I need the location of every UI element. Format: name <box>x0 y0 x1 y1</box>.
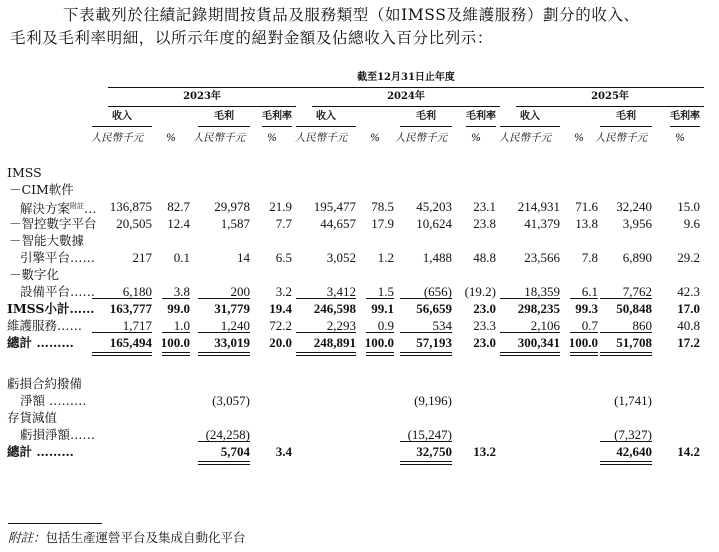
table-cell: 23.0 <box>473 301 496 316</box>
total-rule <box>570 352 598 353</box>
total-rule <box>600 352 652 353</box>
footnote-ref: 附註 <box>70 202 85 210</box>
column-header-rule <box>262 126 292 127</box>
period-header: 截至12月31日止年度 <box>357 72 455 83</box>
table-cell: 5,704 <box>220 444 250 459</box>
table-cell: 1,488 <box>422 250 452 265</box>
table-cell: 6,890 <box>622 250 652 265</box>
footnote-label: 附註： <box>8 530 46 545</box>
table-cell: 32,750 <box>416 444 452 459</box>
table-cell: 246,598 <box>313 301 356 316</box>
year-header: 2025年 <box>591 91 629 102</box>
table-cell: (19.2) <box>464 284 496 299</box>
table-cell: 29,978 <box>214 199 250 214</box>
subtotal-rule <box>162 332 190 333</box>
table-cell: 217 <box>132 250 152 265</box>
column-header-rule <box>500 126 560 127</box>
subtotal-rule <box>600 441 652 442</box>
table-cell: 200 <box>230 284 250 299</box>
row-label <box>20 250 95 265</box>
table-cell: 3,412 <box>326 284 356 299</box>
row-label <box>20 393 86 408</box>
table-cell: 3.8 <box>173 284 190 299</box>
table-cell: 71.6 <box>575 199 598 214</box>
total-rule <box>296 355 356 356</box>
table-cell: 100.0 <box>568 335 598 350</box>
subtotal-rule <box>162 298 190 299</box>
table-cell: 32,240 <box>616 199 652 214</box>
unit-label: 人民幣千元 <box>192 132 246 144</box>
row-label: －智能大數據 <box>9 233 85 248</box>
table-cell: 0.9 <box>377 318 394 333</box>
row-label: －數字化 <box>9 267 60 282</box>
year-rule <box>108 106 296 107</box>
table-cell: 2,293 <box>326 318 356 333</box>
subtotal-rule <box>366 298 394 299</box>
row-label-text: 解決方案 <box>20 201 71 217</box>
total-rule <box>366 355 394 356</box>
total-rule <box>600 355 652 356</box>
table-cell: 72.2 <box>269 318 292 333</box>
column-header: 毛利 <box>416 111 436 122</box>
table-cell: 40.8 <box>677 318 700 333</box>
table-cell: 19.4 <box>269 301 292 316</box>
total-rule <box>92 352 152 353</box>
table-cell: (7,327) <box>614 427 652 442</box>
subtotal-rule <box>366 332 394 333</box>
table-cell: 1,587 <box>220 216 250 231</box>
row-label: －CIM軟件 <box>9 182 74 197</box>
column-header-rule <box>92 126 152 127</box>
table-cell: 2,106 <box>530 318 560 333</box>
period-rule <box>108 87 704 88</box>
table-cell: 860 <box>632 318 652 333</box>
row-label: 總計 ……… <box>7 444 74 459</box>
subtotal-rule <box>198 441 250 442</box>
table-cell: 248,891 <box>313 335 356 350</box>
column-header-rule <box>466 126 496 127</box>
table-cell: 10,624 <box>416 216 452 231</box>
total-rule <box>296 352 356 353</box>
row-label <box>20 284 95 299</box>
total-rule <box>600 464 652 465</box>
table-cell: (9,196) <box>414 393 452 408</box>
column-header: 毛利率 <box>466 111 496 122</box>
year-rule <box>312 106 500 107</box>
subtotal-rule <box>198 298 250 299</box>
subtotal-rule <box>400 298 452 299</box>
unit-label: % <box>574 132 584 144</box>
intro-line-2: 毛利及毛利率明細，以所示年度的絕對金額及佔總收入百分比列示： <box>10 29 494 47</box>
unit-label: 人民幣千元 <box>594 132 648 144</box>
table-cell: 23.0 <box>473 335 496 350</box>
total-rule <box>600 461 652 462</box>
subtotal-rule <box>600 332 652 333</box>
subtotal-rule <box>92 298 152 299</box>
column-header: 毛利率 <box>262 111 292 122</box>
table-cell: 300,341 <box>517 335 560 350</box>
table-cell: 7.8 <box>581 250 598 265</box>
total-rule <box>198 464 250 465</box>
table-cell: 23.1 <box>473 199 496 214</box>
table-cell: (1,741) <box>614 393 652 408</box>
table-cell: 48.8 <box>473 250 496 265</box>
table-cell: 7.7 <box>275 216 292 231</box>
subtotal-rule <box>500 332 560 333</box>
table-cell: 23,566 <box>524 250 560 265</box>
subtotal-rule <box>500 298 560 299</box>
table-cell: 1.2 <box>377 250 394 265</box>
unit-label: % <box>471 132 481 144</box>
table-cell: 214,931 <box>517 199 560 214</box>
table-cell: 3.4 <box>275 444 292 459</box>
table-cell: 99.1 <box>371 301 394 316</box>
table-cell: 17.0 <box>677 301 700 316</box>
table-cell: 100.0 <box>364 335 394 350</box>
total-rule <box>92 355 152 356</box>
table-cell: 14.2 <box>677 444 700 459</box>
table-cell: 195,477 <box>313 199 356 214</box>
column-header: 收入 <box>520 111 540 122</box>
table-cell: 45,203 <box>416 199 452 214</box>
unit-label: 人民幣千元 <box>294 132 348 144</box>
table-cell: 13.2 <box>473 444 496 459</box>
row-label-text: 淨額 ……… <box>20 393 87 408</box>
column-header-rule <box>600 126 652 127</box>
table-cell: 42,640 <box>616 444 652 459</box>
row-label: IMSS <box>7 165 42 180</box>
subtotal-rule <box>400 332 452 333</box>
column-header: 毛利 <box>214 111 234 122</box>
table-cell: (3,057) <box>212 393 250 408</box>
total-rule <box>198 461 250 462</box>
table-cell: 1.5 <box>377 284 394 299</box>
subtotal-rule <box>296 332 356 333</box>
table-cell: 17.9 <box>371 216 394 231</box>
year-rule <box>516 106 704 107</box>
table-cell: 6.5 <box>275 250 292 265</box>
table-cell: 42.3 <box>677 284 700 299</box>
subtotal-rule <box>570 298 598 299</box>
table-cell: 3.2 <box>275 284 292 299</box>
table-cell: (656) <box>423 284 452 299</box>
table-cell: 136,875 <box>109 199 152 214</box>
unit-label: 人民幣千元 <box>394 132 448 144</box>
unit-label: 人民幣千元 <box>90 132 144 144</box>
row-label: IMSS小計…… <box>7 301 95 316</box>
table-cell: 100.0 <box>160 335 190 350</box>
row-label <box>20 427 95 442</box>
subtotal-rule <box>296 298 356 299</box>
table-cell: 33,019 <box>214 335 250 350</box>
subtotal-rule <box>570 332 598 333</box>
year-header: 2023年 <box>183 91 221 102</box>
table-cell: (24,258) <box>205 427 250 442</box>
row-label: －智控數字平台 <box>9 216 97 231</box>
column-header-rule <box>670 126 700 127</box>
table-cell: 13.8 <box>575 216 598 231</box>
year-header: 2024年 <box>387 91 425 102</box>
column-header: 收入 <box>316 111 336 122</box>
table-cell: 51,708 <box>616 335 652 350</box>
footnote-text: 包括生產運營平台及集成自動化平台 <box>45 530 246 545</box>
table-cell: 23.3 <box>473 318 496 333</box>
table-cell: 99.0 <box>167 301 190 316</box>
table-cell: 56,659 <box>416 301 452 316</box>
table-cell: 99.3 <box>575 301 598 316</box>
table-cell: 3,052 <box>326 250 356 265</box>
table-cell: 14 <box>237 250 250 265</box>
unit-label: 人民幣千元 <box>498 132 552 144</box>
total-rule <box>400 461 452 462</box>
unit-label: % <box>267 132 277 144</box>
table-cell: 44,657 <box>320 216 356 231</box>
total-rule <box>400 352 452 353</box>
intro-paragraph <box>10 4 714 50</box>
table-cell: 6,180 <box>122 284 152 299</box>
total-rule <box>162 352 190 353</box>
table-cell: 0.7 <box>581 318 598 333</box>
total-rule <box>500 355 560 356</box>
table-cell: 50,848 <box>616 301 652 316</box>
column-header: 收入 <box>112 111 132 122</box>
footnote <box>8 528 246 546</box>
table-cell: 1,240 <box>220 318 250 333</box>
table-cell: 1,717 <box>122 318 152 333</box>
table-cell: 20.0 <box>269 335 292 350</box>
table-cell: 82.7 <box>167 199 190 214</box>
table-cell: 18,359 <box>524 284 560 299</box>
row-label-text: 虧損淨額…… <box>20 427 96 442</box>
table-cell: 17.2 <box>677 335 700 350</box>
column-header: 毛利 <box>616 111 636 122</box>
total-rule <box>570 355 598 356</box>
row-label-text: 設備平台…… <box>20 284 96 299</box>
table-cell: 9.6 <box>683 216 700 231</box>
column-header-rule <box>198 126 250 127</box>
unit-label: % <box>675 132 685 144</box>
table-cell: 21.9 <box>269 199 292 214</box>
table-cell: 7,762 <box>622 284 652 299</box>
table-cell: 57,193 <box>416 335 452 350</box>
row-label: 總計 ……… <box>7 335 74 350</box>
table-cell: 298,235 <box>517 301 560 316</box>
total-rule <box>400 355 452 356</box>
table-cell: (15,247) <box>407 427 452 442</box>
table-cell: 23.8 <box>473 216 496 231</box>
row-label: 虧損合約撥備 <box>7 376 83 391</box>
table-cell: 41,379 <box>524 216 560 231</box>
table-cell: 1.0 <box>173 318 190 333</box>
total-rule <box>366 352 394 353</box>
table-cell: 165,494 <box>109 335 152 350</box>
total-rule <box>198 352 250 353</box>
total-rule <box>400 464 452 465</box>
unit-label: % <box>370 132 380 144</box>
table-cell: 534 <box>432 318 452 333</box>
table-cell: 31,779 <box>214 301 250 316</box>
table-cell: 3,956 <box>622 216 652 231</box>
unit-label: % <box>166 132 176 144</box>
footnote-rule <box>8 523 102 524</box>
leader-dots: … <box>84 201 97 217</box>
total-rule <box>500 352 560 353</box>
subtotal-rule <box>198 332 250 333</box>
subtotal-rule <box>92 332 152 333</box>
column-header-rule <box>296 126 356 127</box>
row-label-text: 引擎平台…… <box>20 250 96 265</box>
total-rule <box>162 355 190 356</box>
table-cell: 29.2 <box>677 250 700 265</box>
column-header: 毛利率 <box>670 111 700 122</box>
table-cell: 78.5 <box>371 199 394 214</box>
intro-line-1: 下表載列於往績記錄期間按貨品及服務類型（如IMSS及維護服務）劃分的收入、 <box>63 6 640 24</box>
subtotal-rule <box>600 298 652 299</box>
row-label: 存貨減值 <box>7 410 58 425</box>
table-cell: 20,505 <box>116 216 152 231</box>
column-header-rule <box>400 126 452 127</box>
row-label: 維護服務…… <box>7 318 83 333</box>
table-cell: 0.1 <box>173 250 190 265</box>
table-cell: 12.4 <box>167 216 190 231</box>
table-cell: 6.1 <box>581 284 598 299</box>
table-cell: 15.0 <box>677 199 700 214</box>
subtotal-rule <box>400 441 452 442</box>
table-cell: 163,777 <box>109 301 152 316</box>
total-rule <box>198 355 250 356</box>
